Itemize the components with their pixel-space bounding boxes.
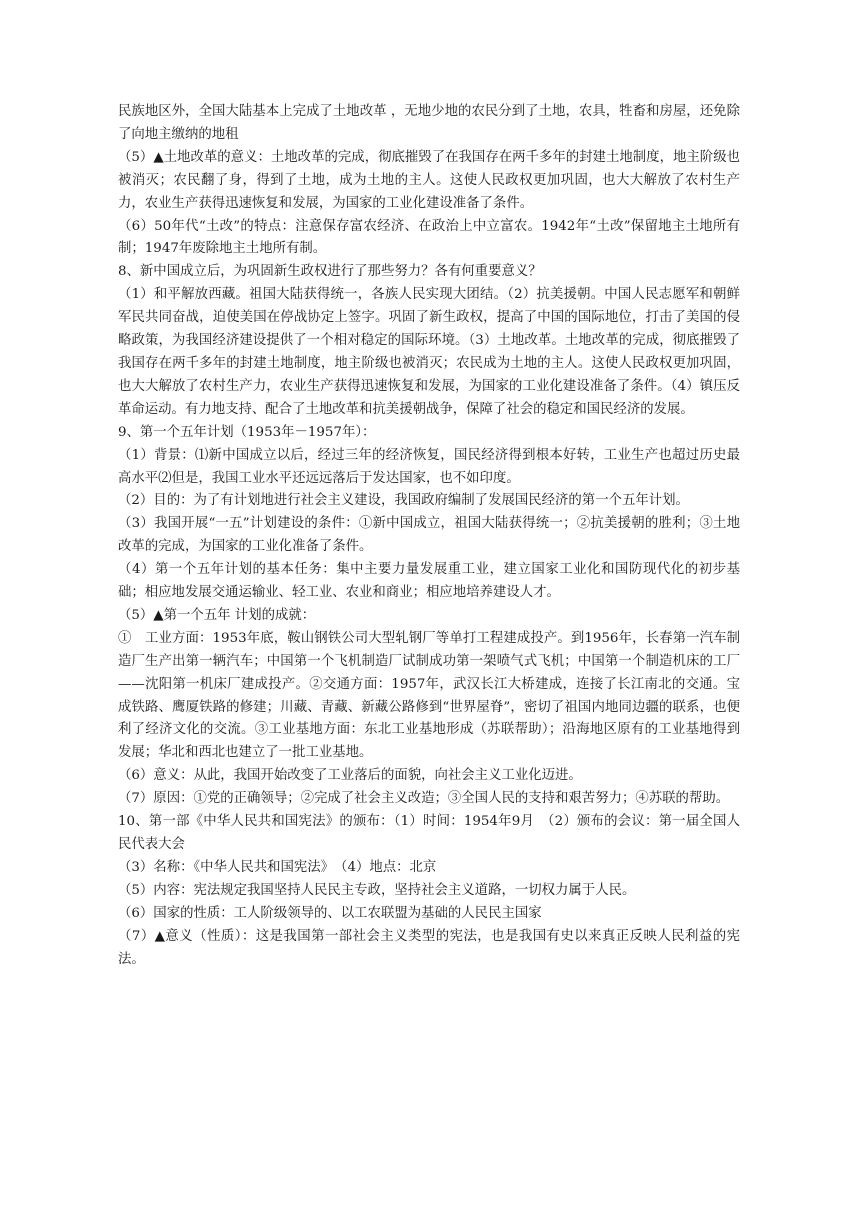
five-year-plan-purpose: （2）目的：为了有计划地进行社会主义建设，我国政府编制了发展国民经济的第一个五年计划。 [118, 493, 689, 509]
five-year-plan-reasons: （7）原因：①党的正确领导；②完成了社会主义改造；③全国人民的支持和艰苦努力；④苏联的帮助。 [118, 791, 730, 807]
five-year-plan-achievements-heading: （5）▲第一个五年 计划的成就： [118, 607, 316, 623]
land-reform-completion-text: 民族地区外，全国大陆基本上完成了土地改革 ，无地少地的农民分到了土地，农具，牲畜和房屋，还免除了向地主缴纳的地租 [118, 104, 740, 142]
section-9-heading: 9、第一个五年计划（1953年－1957年）： [118, 424, 376, 440]
constitution-significance: （7）▲意义（性质）：这是我国第一部社会主义类型的宪法，也是我国有史以来真正反映人民利益的宪法。 [118, 928, 740, 967]
five-year-plan-conditions: （3）我国开展“一五”计划建设的条件：①新中国成立，祖国大陆获得统一；②抗美援朝的胜利；③土地改革的完成，为国家的工业化准备了条件。 [118, 516, 740, 555]
constitution-name-location: （3）名称：《中华人民共和国宪法》 （4）地点：北京 [118, 859, 437, 875]
section-10-heading: 10、第一部《中华人民共和国宪法》的颁布：（1）时间：1954年9月 （2）颁布的会议：第一届全国人民代表大会 [118, 814, 740, 852]
section-8-heading: 8、新中国成立后，为巩固新生政权进行了那些努力？各有何重要意义？ [118, 264, 542, 280]
section-8-content: （1）和平解放西藏。祖国大陆获得统一，各族人民实现大团结。（2）抗美援朝。中国人民志愿军和朝鲜军民共同奋战，迫使美国在停战协定上签字。巩固了新生政权，提高了中国的国际地位，打击了美国的侵略政策，为我国经济建设提供了一个相对稳定的国际环境。（3）土地改革。土地改革的完成，彻底摧毁了我国存在两千多年的封建土地制度，地主阶级也被消灭；农民成为土地的主人。这使人民政权更加巩固，也大大解放了农村生产力，农业生产获得迅速恢复和发展，为国家的工业化建设准备了条件。（4）镇压反革命运动。有力地支持、配合了土地改革和抗美援朝战争，保障了社会的稳定和国民经济的发展。 [118, 287, 740, 417]
five-year-plan-achievements: ① 工业方面：1953年底，鞍山钢铁公司大型轧钢厂等单打工程建成投产。到1956年，长春第一汽车制造厂生产出第一辆汽车；中国第一个飞机制造厂试制成功第一架喷气式飞机；中国第一个制造机床的工厂——沈阳第一机床厂建成投产。②交通方面：1957年，武汉长江大桥建成，连接了长江南北的交通。宝成铁路、鹰厦铁路的修建；川藏、青藏、新藏公路修到“世界屋脊”，密切了祖国内地同边疆的联系，也便利了经济文化的交流。③工业基地方面：东北工业基地形成（苏联帮助）；沿海地区原有的工业基地得到发展；华北和西北也建立了一批工业基地。 [118, 630, 740, 761]
state-nature: （6）国家的性质：工人阶级领导的、以工农联盟为基础的人民民主国家 [118, 905, 542, 921]
five-year-plan-tasks: （4）第一个五年计划的基本任务：集中主要力量发展重工业，建立国家工业化和国防现代化的初步基础；相应地发展交通运输业、轻工业、农业和商业；相应地培养建设人才。 [118, 562, 740, 601]
five-year-plan-background: （1）背景：⑴新中国成立以后，经过三年的经济恢复，国民经济得到根本好转，工业生产也超过历史最高水平⑵但是，我国工业水平还远远落后于发达国家，也不如印度。 [118, 447, 740, 486]
constitution-content: （5）内容：宪法规定我国坚持人民民主专政，坚持社会主义道路，一切权力属于人民。 [118, 882, 636, 898]
five-year-plan-significance: （6）意义：从此，我国开始改变了工业落后的面貌，向社会主义工业化迈进。 [118, 768, 582, 784]
land-reform-significance: （5）▲土地改革的意义：土地改革的完成，彻底摧毁了在我国存在两千多年的封建土地制度，地主阶级也被消灭；农民翻了身，得到了土地，成为土地的主人。这使人民政权更加巩固，也大大解放了农村生产力，农业生产获得迅速恢复和发展，为国家的工业化建设准备了条件。 [118, 149, 740, 211]
document-body [118, 101, 740, 971]
land-reform-features: （6）50年代“土改”的特点：注意保存富农经济、在政治上中立富农。1942年“土改”保留地主土地所有制；1947年废除地主土地所有制。 [118, 218, 740, 257]
